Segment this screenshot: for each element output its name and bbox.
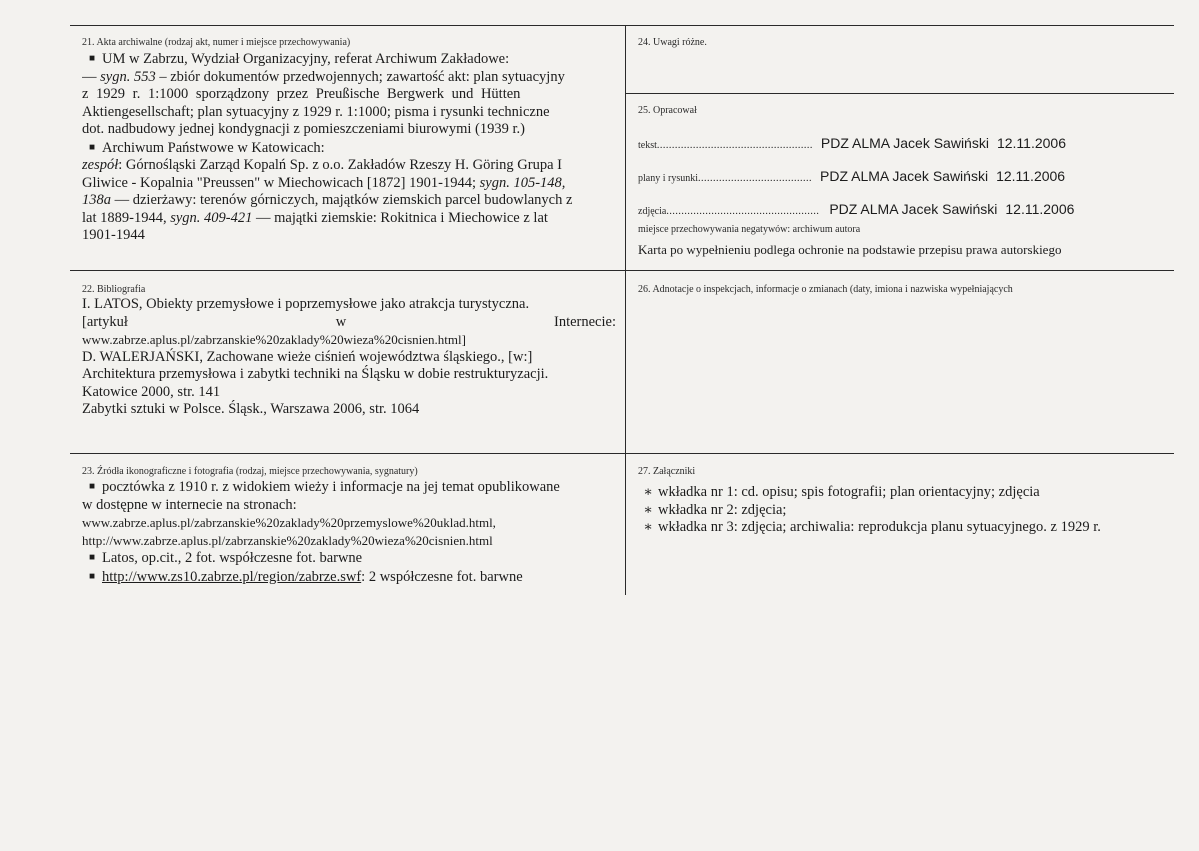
- top-border: [70, 25, 1174, 26]
- text-author-row: tekst.................................................... PDZ ALMA Jacek Sawiński 12.11.2006: [638, 135, 1066, 151]
- row-divider-1: [70, 270, 1174, 271]
- section-23-label: 23. Źródła ikonograficzne i fotografia (rodzaj, miejsce przechowywania, sygnatury): [82, 466, 418, 477]
- text-line: 138a — dzierżawy: terenów górniczych, majątków ziemskich parcel budowlanych z: [82, 192, 573, 208]
- bullet-icon: ■: [88, 552, 96, 563]
- text-line: z 1929 r. 1:1000 sporządzony przez Preußische Bergwerk und Hütten: [82, 86, 521, 102]
- text-line: I. LATOS, Obiekty przemysłowe i poprzemysłowe jako atrakcja turystyczna.: [82, 296, 530, 312]
- bullet-icon: ■: [88, 53, 96, 64]
- text-line: lat 1889-1944, sygn. 409-421 — majątki ziemskie: Rokitnica i Miechowice z lat: [82, 209, 548, 226]
- list-item: ∗ wkładka nr 3: zdjęcia; archiwalia: reprodukcja planu sytuacyjnego. z 1929 r.: [638, 519, 1168, 537]
- section-26-annotations: [638, 283, 1168, 443]
- text-line: Zabytki sztuki w Polsce. Śląsk., Warszawa 2006, str. 1064: [82, 401, 420, 417]
- text-line: — sygn. 553 – zbiór dokumentów przedwojennych; zawartość akt: plan sytuacyjny: [82, 68, 565, 85]
- text-line: Katowice 2000, str. 141: [82, 383, 221, 400]
- list-item: ■ UM w Zabrzu, Wydział Organizacyjny, referat Archiwum Zakładowe:: [82, 50, 616, 69]
- text-line: zespół: Górnośląski Zarząd Kopalń Sp. z o.o. Zakładów Rzeszy H. Göring Grupa I: [82, 157, 563, 173]
- negatives-location: miejsce przechowywania negatywów: archiwum autora: [638, 224, 861, 235]
- list-item: ■ Archiwum Państwowe w Katowicach:: [82, 139, 616, 158]
- text-line: Architektura przemysłowa i zabytki techniki na Śląsku w dobie restrukturyzacji.: [82, 366, 549, 382]
- copyright-note: Karta po wypełnieniu podlega ochronie na podstawie przepisu prawa autorskiego: [638, 242, 1062, 257]
- section-24-remarks: [638, 36, 1168, 86]
- region-link[interactable]: http://www.zs10.zabrze.pl/region/zabrze.swf: [102, 568, 362, 585]
- text-line: www.zabrze.aplus.pl/zabrzanskie%20zaklady%20wieza%20cisnien.html]: [82, 332, 466, 347]
- text-line: www.zabrze.aplus.pl/zabrzanskie%20zaklady%20przemyslowe%20uklad.html,: [82, 515, 496, 530]
- text-line: [artykuł w Internecie:: [82, 313, 616, 330]
- section-22-bibliography: [82, 283, 616, 448]
- list-item: ∗ wkładka nr 2: zdjęcia;: [638, 502, 1168, 520]
- list-item: ■ http://www.zs10.zabrze.pl/region/zabrze.swf: 2 współczesne fot. barwne: [82, 568, 620, 587]
- list-item: ■ pocztówka z 1910 r. z widokiem wieży i informacje na jej temat opublikowane: [82, 478, 620, 497]
- text-line: http://www.zabrze.aplus.pl/zabrzanskie%20zaklady%20wieza%20cisnien.html: [82, 532, 493, 548]
- section-24-label: 24. Uwagi różne.: [638, 37, 707, 48]
- text-line: w dostępne w internecie na stronach:: [82, 496, 297, 513]
- list-item: ■ Latos, op.cit., 2 fot. współczesne fot. barwne: [82, 549, 620, 568]
- section-25-label: 25. Opracował: [638, 105, 697, 116]
- column-divider: [625, 25, 626, 595]
- row-divider-2: [70, 453, 1174, 454]
- bullet-icon: ■: [88, 141, 96, 153]
- section-21-archival-records: [82, 36, 616, 266]
- text-line: D. WALERJAŃSKI, Zachowane wieże ciśnień województwa śląskiego., [w:]: [82, 348, 533, 365]
- plans-author-row: plany i rysunki...................................... PDZ ALMA Jacek Sawiński 12.11.2006: [638, 168, 1066, 184]
- text-line: Gliwice - Kopalnia "Preussen" w Miechowicach [1872] 1901-1944; sygn. 105-148,: [82, 174, 566, 191]
- section-23-iconographic-sources: [82, 465, 620, 590]
- section-21-label: 21. Akta archiwalne (rodzaj akt, numer i miejsce przechowywania): [82, 37, 351, 48]
- text-line: 1901-1944: [82, 227, 145, 243]
- asterisk-icon: ∗: [643, 520, 653, 535]
- section-25-prepared-by: [638, 104, 1170, 268]
- asterisk-icon: ∗: [643, 485, 653, 500]
- photos-author-row: zdjęcia................................................... PDZ ALMA Jacek Sawiński 12.11.2006: [638, 201, 1075, 217]
- section-27-label: 27. Załączniki: [638, 466, 696, 477]
- bullet-icon: ■: [88, 481, 96, 492]
- section-27-attachments: [638, 465, 1168, 590]
- right-divider-24-25: [626, 93, 1174, 94]
- bullet-icon: ■: [88, 570, 96, 582]
- section-26-label: 26. Adnotacje o inspekcjach, informacje o zmianach (daty, imiona i nazwiska wypełniających: [638, 284, 1013, 295]
- asterisk-icon: ∗: [643, 502, 653, 518]
- section-22-label: 22. Bibliografia: [82, 284, 146, 295]
- text-line: dot. nadbudowy jednej kondygnacji z pomieszczeniami biurowymi (1939 r.): [82, 121, 525, 137]
- text-line: Aktiengesellschaft; plan sytuacyjny z 1929 r. 1:1000; pisma i rysunki techniczne: [82, 103, 550, 120]
- list-item: ∗ wkładka nr 1: cd. opisu; spis fotografii; plan orientacyjny; zdjęcia: [638, 484, 1168, 502]
